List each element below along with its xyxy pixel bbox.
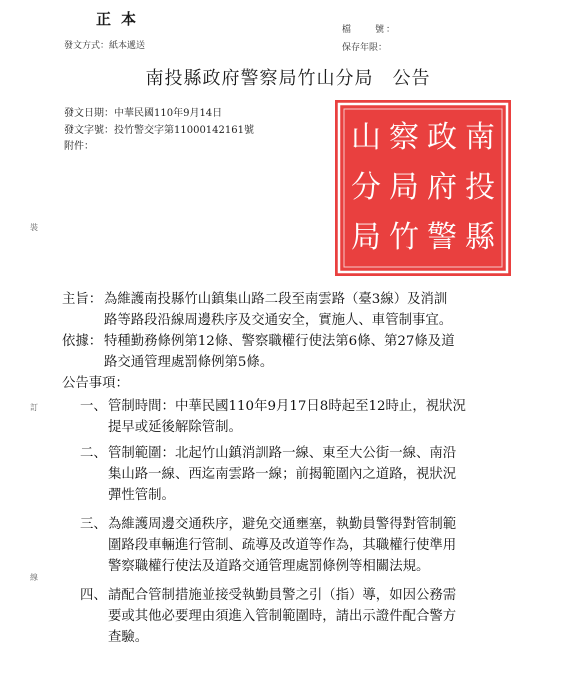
seal-character: 竹 bbox=[389, 220, 419, 255]
item-line: 圍路段車輛進行管制、疏導及改道等作為，其職權行使準用 bbox=[108, 538, 457, 553]
seal-character: 政 bbox=[427, 120, 457, 155]
item-number: 四、 bbox=[80, 588, 107, 603]
basis-text bbox=[104, 331, 455, 373]
item-line: 管制範圍：北起竹山鎮消訓路一線、東至大公街一線、南沿 bbox=[108, 446, 457, 461]
item-text bbox=[108, 514, 456, 577]
subject-line: 路等路段沿線周邊秩序及交通安全，實施人、車管制事宜。 bbox=[104, 313, 453, 328]
retention-period-field: 保存年限： bbox=[342, 43, 388, 53]
item-number: 三、 bbox=[80, 517, 107, 532]
item-line: 彈性管制。 bbox=[108, 488, 175, 503]
item-text bbox=[108, 396, 466, 438]
issue-date: 發文日期：中華民國110年9月14日 bbox=[64, 108, 223, 119]
margin-mark-staple: 訂 bbox=[30, 403, 38, 412]
subject-label: 主旨： bbox=[62, 292, 103, 307]
subject-line: 為維護南投縣竹山鎮集山路二段至南雲路（臺3線）及消訓 bbox=[104, 292, 448, 307]
seal-character: 山 bbox=[351, 120, 381, 155]
archive-number-field: 檔 號： bbox=[342, 25, 398, 35]
announcement-heading: 公告事項： bbox=[62, 376, 129, 391]
basis-label: 依據： bbox=[62, 334, 103, 349]
document-number: 發文字號：投竹警交字第11000142161號 bbox=[64, 125, 254, 136]
seal-character: 縣 bbox=[465, 220, 495, 255]
item-number: 二、 bbox=[80, 446, 107, 461]
item-line: 請配合管制措施並接受執勤員警之引（指）導，如因公務需 bbox=[108, 588, 457, 603]
item-text bbox=[108, 585, 456, 648]
seal-character: 府 bbox=[427, 170, 457, 205]
seal-character: 南 bbox=[465, 120, 495, 155]
subject-text bbox=[104, 289, 452, 331]
copy-label: 正本 bbox=[96, 10, 147, 28]
item-line: 為維護周邊交通秩序，避免交通壅塞，執勤員警得對管制範 bbox=[108, 517, 457, 532]
item-line: 提早或延後解除管制。 bbox=[108, 420, 242, 435]
margin-mark-bind: 裝 bbox=[30, 223, 38, 232]
seal-character: 察 bbox=[389, 120, 419, 155]
item-line: 警察職權行使法及道路交通管理處罰條例等相關法規。 bbox=[108, 559, 430, 574]
item-line: 查驗。 bbox=[108, 630, 149, 645]
attachment-field: 附件： bbox=[64, 141, 94, 152]
official-seal bbox=[335, 100, 511, 276]
basis-line: 路交通管理處罰條例第5條。 bbox=[104, 355, 274, 370]
seal-character: 投 bbox=[465, 170, 495, 205]
item-line: 集山路一線、西迄南雲路一線；前揭範圍內之道路，視狀況 bbox=[108, 467, 457, 482]
seal-character: 分 bbox=[351, 170, 381, 205]
margin-mark-cut-line: 線 bbox=[30, 573, 38, 582]
send-method: 發文方式：紙本遞送 bbox=[64, 41, 146, 51]
basis-line: 特種勤務條例第12條、警察職權行使法第6條、第27條及道 bbox=[104, 334, 455, 349]
document-title: 南投縣政府警察局竹山分局 公告 bbox=[145, 68, 431, 89]
seal-character: 局 bbox=[389, 170, 419, 205]
item-number: 一、 bbox=[80, 399, 107, 414]
item-text bbox=[108, 443, 456, 506]
item-line: 要或其他必要理由須進入管制範圍時，請出示證件配合警方 bbox=[108, 609, 457, 624]
item-line: 管制時間：中華民國110年9月17日8時起至12時止，視狀況 bbox=[108, 399, 466, 414]
seal-character: 警 bbox=[427, 220, 457, 255]
seal-character: 局 bbox=[351, 220, 381, 255]
